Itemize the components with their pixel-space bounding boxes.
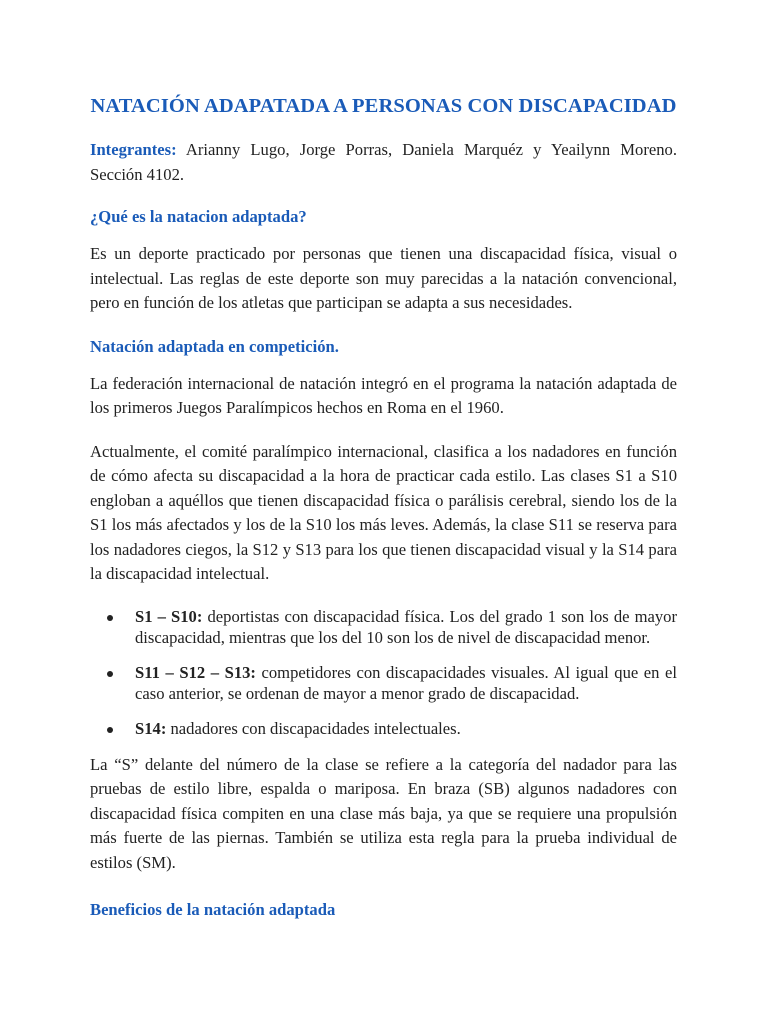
list-item	[135, 718, 677, 739]
list-item-label: S11 – S12 – S13:	[135, 662, 256, 682]
paragraph-definition: Es un deporte practicado por personas que tienen una discapacidad física, visual o intelectual. Las reglas de este deporte son muy parecidas a la natación convencional, pero en función de los atletas que participan se adapta a sus necesidades.	[90, 244, 677, 312]
class-list	[90, 606, 677, 739]
bullet-icon	[107, 727, 113, 733]
list-item-label: S14:	[135, 718, 167, 738]
document-title: NATACIÓN ADAPATADA A PERSONAS CON DISCAPACIDAD	[90, 95, 677, 117]
authors-label: Integrantes:	[90, 140, 177, 159]
section-heading-competicion: Natación adaptada en competición.	[90, 336, 339, 356]
list-item-text: competidores con discapacidades visuales. Al igual que en el caso anterior, se ordenan de mayor a menor grado de discapacidad.	[135, 662, 678, 703]
section-heading-beneficios: Beneficios de la natación adaptada	[90, 900, 336, 919]
paragraph-categorias: La “S” delante del número de la clase se refiere a la categoría del nadador para las pruebas de estilo libre, espalda o mariposa. En braza (SB) algunos nadadores con discapacidad física compiten en una clase más baja, ya que se requiere una propulsión más fuerte de las piernas. También se utiliza esta regla para la prueba individual de estilos (SM).	[90, 754, 677, 872]
list-item-text: nadadores con discapacidades intelectuales.	[166, 718, 461, 738]
paragraph-federacion: La federación internacional de natación integró en el programa la natación adaptada de los primeros Juegos Paralímpicos hechos en Roma en el 1960.	[90, 373, 677, 417]
paragraph-clasificacion: Actualmente, el comité paralímpico internacional, clasifica a los nadadores en función de cómo afecta su discapacidad a la hora de practicar cada estilo. Las clases S1 a S10 engloban a aquéllos que tienen discapacidad física o parálisis cerebral, siendo los de la S1 los más afectados y los de la S10 los más leves. Además, la clase S11 se reserva para los nadadores ciegos, la S12 y S13 para los que tienen discapacidad visual y la S14 para la discapacidad intelectual.	[90, 441, 677, 583]
list-item-text: deportistas con discapacidad física. Los del grado 1 son los de mayor discapacidad, mientras que los del 10 son los de nivel de discapacidad menor.	[135, 606, 677, 647]
bullet-icon	[107, 671, 113, 677]
authors-paragraph	[90, 138, 677, 187]
list-item	[135, 606, 677, 648]
section-heading-que-es: ¿Qué es la natacion adaptada?	[90, 207, 307, 226]
bullet-icon	[107, 615, 113, 621]
list-item-label: S1 – S10:	[135, 606, 203, 626]
authors-text: Arianny Lugo, Jorge Porras, Daniela Marquéz y Yeailynn Moreno. Sección 4102.	[90, 140, 677, 184]
list-item	[135, 662, 677, 704]
